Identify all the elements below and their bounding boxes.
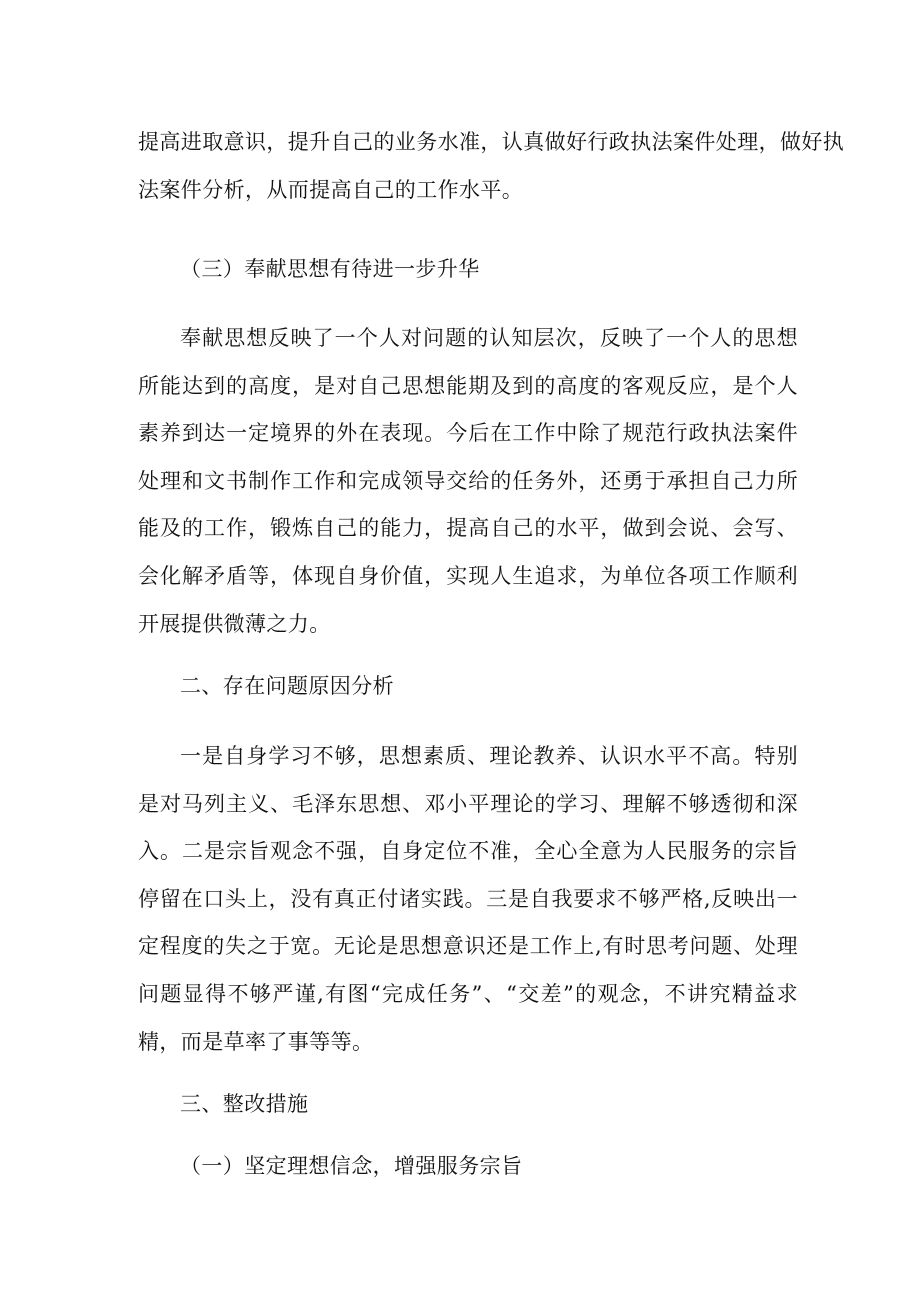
paragraph-causes: 一是自身学习不够，思想素质、理论教养、认识水平不高。特别是对马列主义、毛泽东思想、邓小平理论的学习、理解不够透彻和深入。二是宗旨观念不强，自身定位不准，全心全意为人民服务的宗旨停留在口头上，没有真正付诸实践。三是自我要求不够严格,反映出一定程度的失之于宽。无论是思想意识还是工作上,有时思考问题、处理问题显得不够严谨,有图“完成任务”、“交差”的观念，不讲究精益求精，而是草率了事等等。 <box>138 744 798 1054</box>
paragraph-dedication: 奉献思想反映了一个人对问题的认知层次，反映了一个人的思想所能达到的高度，是对自己思想能期及到的高度的客观反应，是个人素养到达一定境界的外在表现。今后在工作中除了规范行政执法案件处理和文书制作工作和完成领导交给的任务外，还勇于承担自己力所能及的工作，锻炼自己的能力，提高自己的水平，做到会说、会写、会化解矛盾等，体现自身价值，实现人生追求，为单位各项工作顺利开展提供微薄之力。 <box>138 326 798 636</box>
continuation-line-1: 提高进取意识，提升自己的业务水准，认真做好行政执法案件处理，做好执 <box>138 130 845 154</box>
sub-heading-ideals: （一）坚定理想信念，增强服务宗旨 <box>180 1154 523 1178</box>
heading-dedication: （三）奉献思想有待进一步升华 <box>180 257 480 281</box>
continuation-line-2: 法案件分析，从而提高自己的工作水平。 <box>138 178 524 202</box>
section-title-rectification: 三、整改措施 <box>180 1092 309 1116</box>
section-title-causes: 二、存在问题原因分析 <box>180 674 394 698</box>
